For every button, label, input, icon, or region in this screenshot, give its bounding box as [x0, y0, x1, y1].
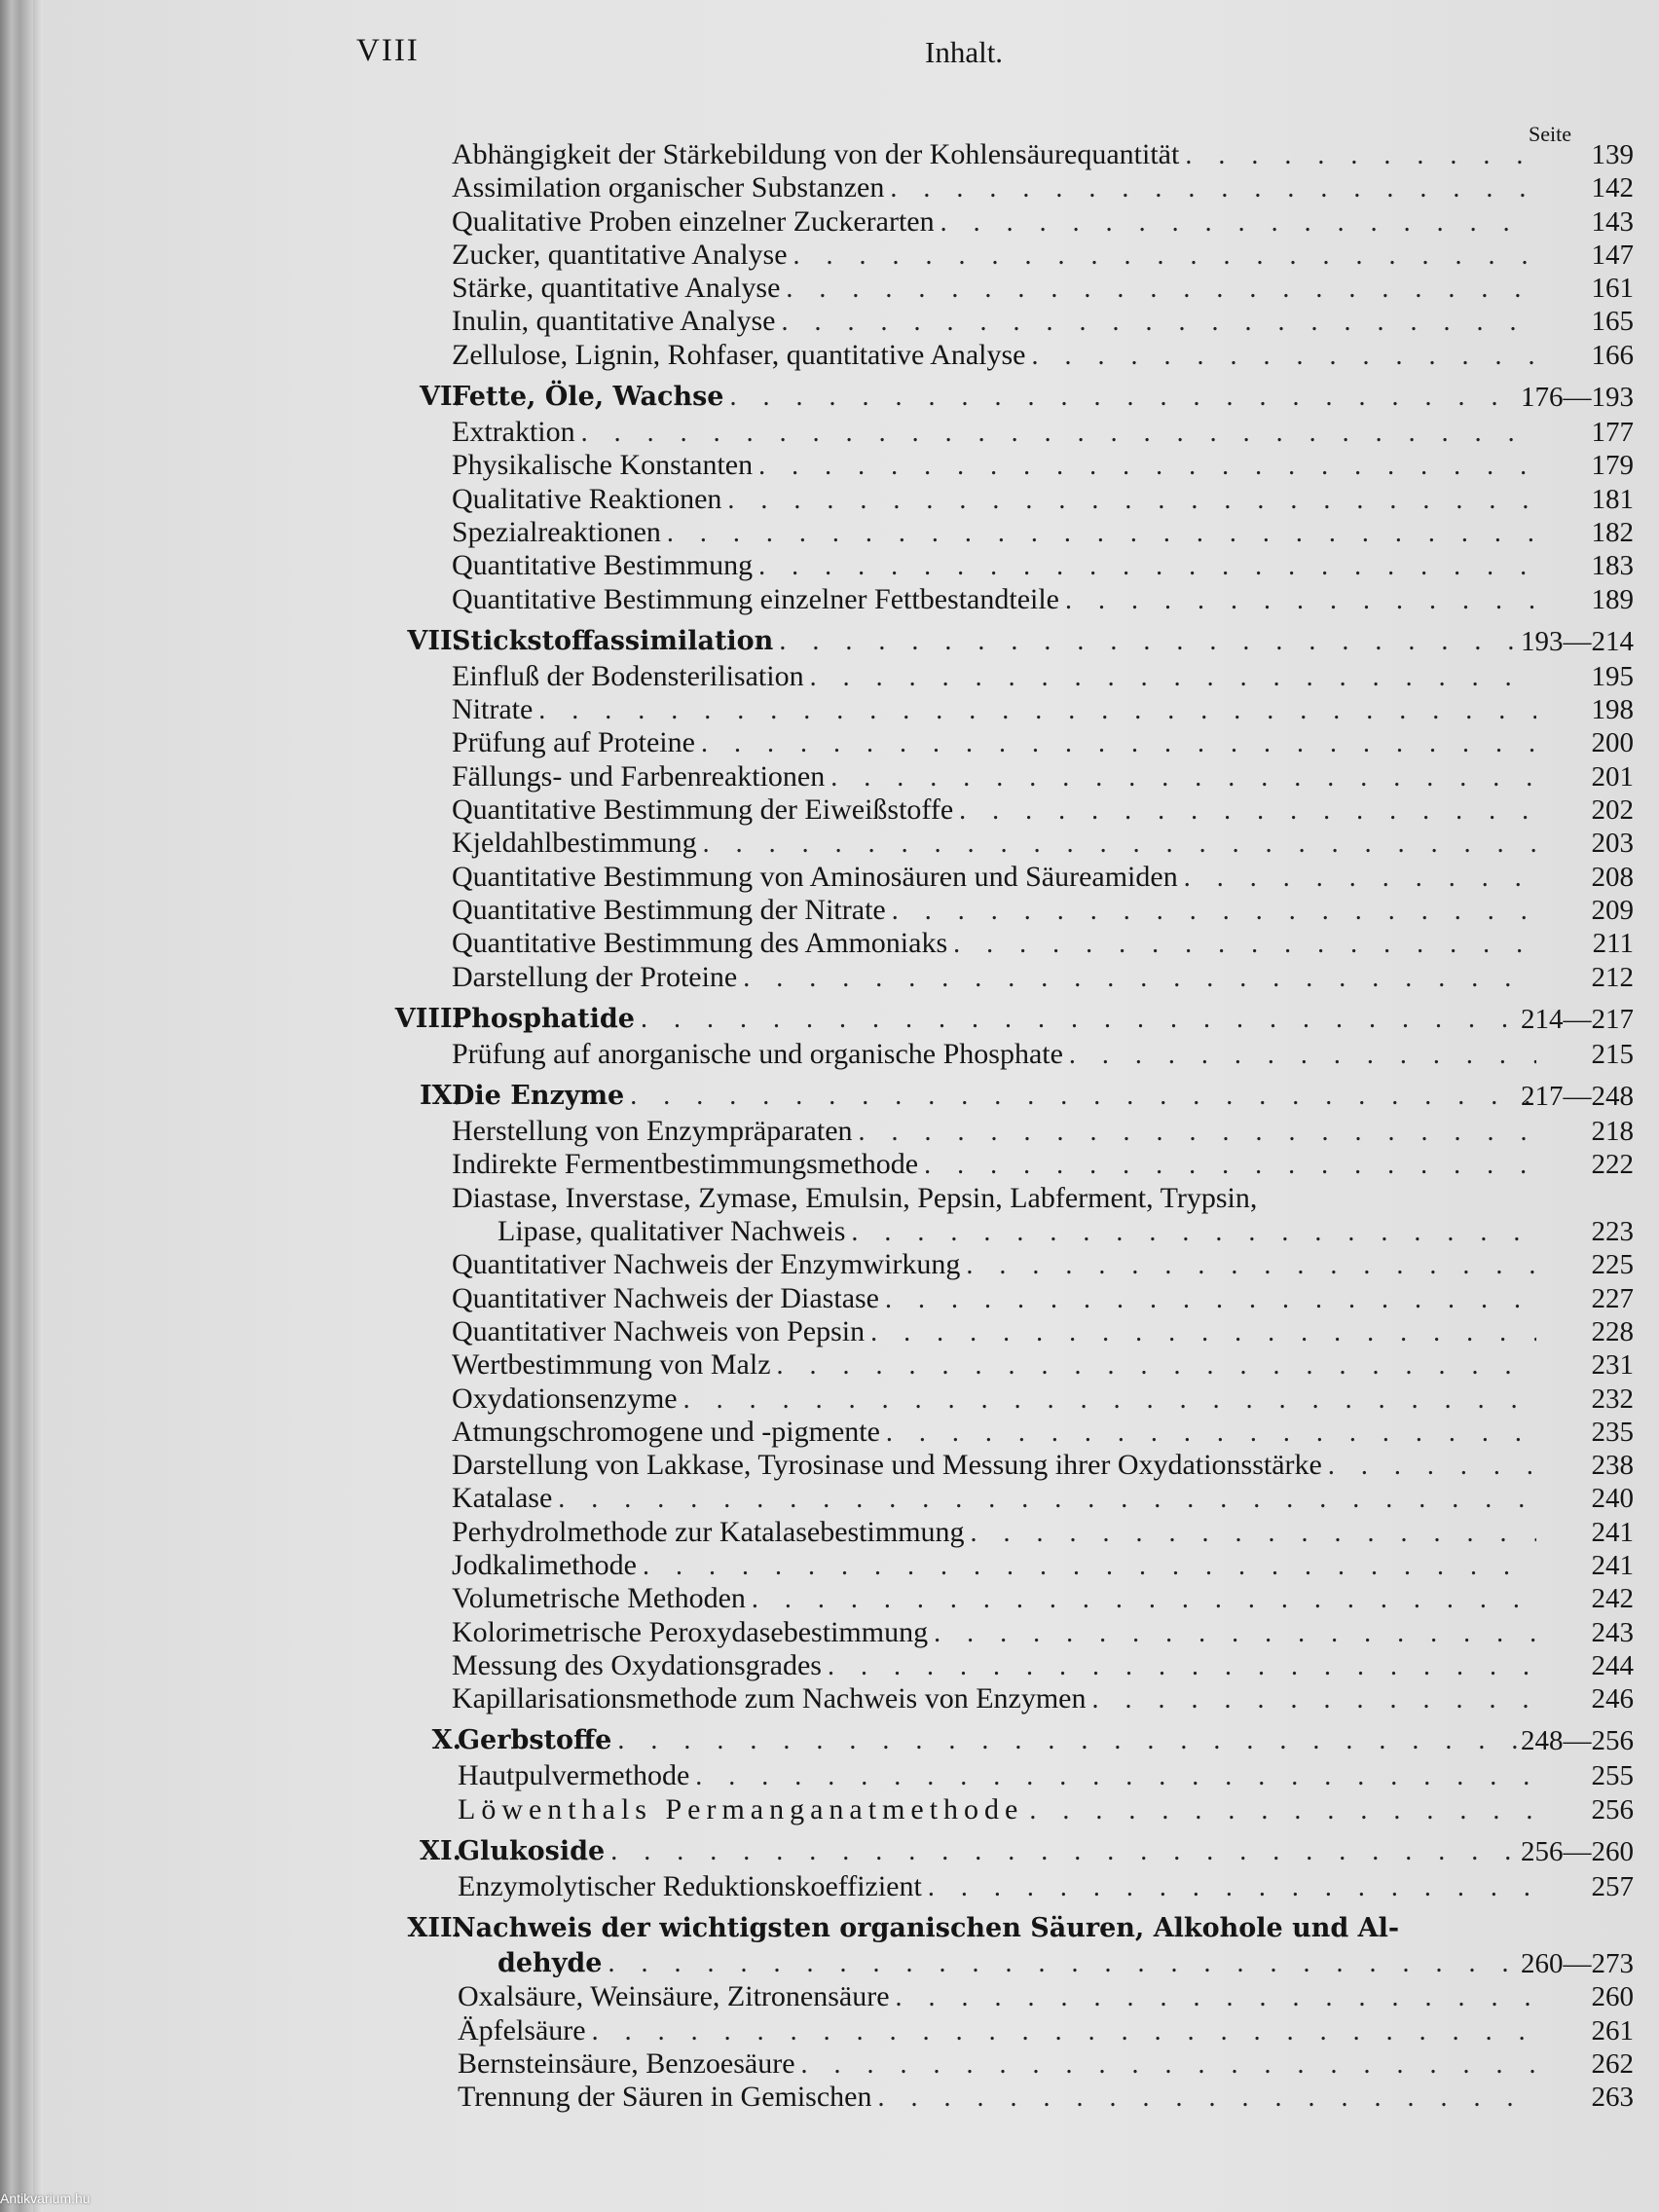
entry-label: Quantitative Bestimmung des Ammoniaks: [452, 927, 948, 960]
entry-label: Fällungs- und Farbenreaktionen: [452, 759, 826, 793]
entry-title-line: [452, 483, 1536, 517]
entry-title-line: [452, 272, 1536, 306]
entry-page-number: 214—217: [1521, 1003, 1634, 1035]
entry-label: Lipase, qualitativer Nachweis: [498, 1215, 846, 1248]
dot-leader: [801, 2048, 1536, 2082]
table-of-contents: [43, 138, 1659, 2115]
entry-label: Stickstoffassimilation: [452, 625, 774, 656]
dot-leader: [1029, 1794, 1536, 1827]
dot-leader: [966, 1249, 1536, 1282]
book-gutter: [33, 0, 43, 2212]
entry-page-number: 166: [1591, 339, 1634, 371]
entry-page-number: 176—193: [1521, 382, 1634, 414]
entry-page-number: 241: [1591, 1549, 1634, 1581]
entry-label: Herstellung von Enzympräparaten: [452, 1115, 853, 1148]
entry-label: Wertbestimmung von Malz: [452, 1348, 771, 1382]
entry-label: Zellulose, Lignin, Rohfaser, quantitative Analyse: [452, 338, 1026, 371]
entry-page-number: 242: [1591, 1583, 1634, 1615]
toc-chapter: [43, 1722, 1659, 1759]
entry-page-number: 201: [1591, 760, 1634, 793]
toc-entry: [43, 1348, 1659, 1382]
chapter-number: VIII.: [394, 1003, 461, 1034]
chapter-number: IX.: [420, 1081, 461, 1112]
toc-chapter: [43, 623, 1659, 660]
entry-page-number: 139: [1591, 139, 1634, 170]
entry-page-number: 182: [1591, 516, 1634, 548]
entry-title-line: [452, 1582, 1536, 1616]
entry-page-number: 179: [1591, 450, 1634, 482]
dot-leader: [859, 1116, 1536, 1149]
entry-label: Assimilation organischer Substanzen: [452, 171, 885, 204]
dot-leader: [617, 1722, 1536, 1759]
entry-title-line: [452, 305, 1536, 339]
running-header: [43, 33, 1659, 82]
seite-label: Seite: [1529, 122, 1571, 146]
entry-title-line: [452, 339, 1536, 373]
toc-entry: [43, 1980, 1659, 2013]
toc-chapter: [43, 379, 1659, 416]
toc-entry: [43, 760, 1659, 793]
entry-label: Hautpulvermethode: [458, 1759, 690, 1792]
entry-page-number: 209: [1591, 894, 1634, 926]
entry-page-number: 208: [1591, 861, 1634, 893]
entry-page-number: 256: [1591, 1793, 1634, 1825]
entry-label: Äpfelsäure: [458, 2013, 586, 2046]
entry-label: Nachweis der wichtigsten organischen Säuren, Alkohole und Al-: [452, 1913, 1400, 1944]
entry-title-line: [452, 623, 1536, 660]
dot-leader: [959, 794, 1536, 828]
entry-page-number: 215: [1591, 1038, 1634, 1070]
dot-leader: [971, 1517, 1536, 1550]
dot-leader: [892, 895, 1536, 928]
entry-label: Quantitativer Nachweis der Diastase: [452, 1281, 879, 1314]
dot-leader: [683, 1383, 1536, 1417]
entry-page-number: 256—260: [1521, 1836, 1634, 1868]
entry-label: Fette, Öle, Wachse: [452, 382, 724, 413]
page: [43, 0, 1659, 2212]
dot-leader: [752, 1583, 1536, 1616]
dot-leader: [1184, 862, 1536, 895]
entry-page-number: 231: [1591, 1349, 1634, 1382]
entry-title-line: [458, 1759, 1536, 1793]
toc-entry: [43, 1482, 1659, 1515]
entry-title-line: [452, 449, 1536, 483]
dot-leader: [1065, 584, 1536, 617]
page-number: VIII: [356, 33, 420, 68]
dot-leader: [877, 2082, 1536, 2115]
toc-entry: [43, 1182, 1659, 1215]
dot-leader: [743, 962, 1536, 995]
entry-title-line: [452, 726, 1536, 760]
entry-label: Volumetrische Methoden: [452, 1582, 746, 1615]
toc-entry: [43, 1315, 1659, 1348]
toc-entry: [43, 927, 1659, 960]
dot-leader: [558, 1483, 1536, 1516]
entry-page-number: 147: [1591, 239, 1634, 271]
dot-leader: [777, 1349, 1536, 1382]
dot-leader: [610, 1833, 1536, 1870]
entry-label: Extraktion: [452, 416, 575, 449]
entry-title-line: [458, 1980, 1536, 2014]
entry-page-number: 200: [1591, 727, 1634, 759]
toc-entry: [43, 660, 1659, 693]
entry-label: Quantitative Bestimmung von Aminosäuren und Säureamiden: [452, 860, 1178, 893]
toc-entry: [43, 1416, 1659, 1449]
entry-title-line: [452, 379, 1536, 416]
dot-leader: [729, 379, 1536, 416]
dot-leader: [1032, 340, 1537, 373]
dot-leader: [727, 484, 1536, 517]
entry-title-line: [452, 1616, 1536, 1650]
entry-title-line: [452, 1516, 1536, 1550]
entry-title-line: [452, 1282, 1536, 1316]
entry-label: Kapillarisationsmethode zum Nachweis von Enzymen: [452, 1682, 1087, 1715]
toc-entry: [43, 1649, 1659, 1682]
entry-title-line: [452, 516, 1536, 550]
dot-leader: [890, 172, 1536, 205]
dot-leader: [928, 1871, 1536, 1904]
entry-page-number: 243: [1591, 1616, 1634, 1648]
entry-title-line: [452, 1382, 1536, 1417]
toc-entry: [43, 827, 1659, 860]
toc-entry: [43, 861, 1659, 894]
toc-entry: [43, 2047, 1659, 2081]
entry-label: Quantitativer Nachweis der Enzymwirkung: [452, 1248, 961, 1281]
chapter-number: VI.: [420, 382, 461, 413]
entry-label: Enzymolytischer Reduktionskoeffizient: [458, 1870, 922, 1903]
entry-label: Darstellung von Lakkase, Tyrosinase und Messung ihrer Oxydationsstärke: [452, 1449, 1322, 1482]
entry-title-line: [452, 1248, 1536, 1282]
entry-label: Quantitative Bestimmung der Nitrate: [452, 893, 886, 926]
entry-label: Oxalsäure, Weinsäure, Zitronensäure: [458, 1980, 890, 2013]
entry-title-line: [452, 894, 1536, 928]
entry-page-number: 260—273: [1521, 1948, 1634, 1980]
toc-entry: [43, 1870, 1659, 1903]
dot-leader: [934, 1617, 1536, 1650]
toc-entry: [43, 239, 1659, 272]
entry-label: Perhydrolmethode zur Katalasebestimmung: [452, 1515, 965, 1548]
entry-title-line: [452, 927, 1536, 961]
entry-page-number: 260: [1591, 1981, 1634, 2013]
entry-label: Qualitative Reaktionen: [452, 482, 722, 515]
entry-page-number: 227: [1591, 1282, 1634, 1314]
toc-entry: [43, 549, 1659, 582]
toc-entry: [43, 416, 1659, 449]
entry-label: Bernsteinsäure, Benzoesäure: [458, 2046, 795, 2080]
dot-leader: [592, 2015, 1536, 2048]
toc-entry: [43, 272, 1659, 305]
entry-label: Kjeldahlbestimmung: [452, 827, 697, 860]
entry-page-number: 257: [1591, 1871, 1634, 1903]
toc-entry: [43, 1616, 1659, 1649]
entry-label: Inulin, quantitative Analyse: [452, 305, 776, 338]
toc-entry: [43, 1549, 1659, 1582]
toc-entry: [43, 1215, 1659, 1248]
entry-title-line: [452, 1549, 1536, 1583]
entry-title-line: [452, 827, 1536, 861]
entry-page-number: 225: [1591, 1249, 1634, 1281]
entry-label: Jodkalimethode: [452, 1548, 637, 1581]
toc-entry: [43, 961, 1659, 994]
toc-entry: [43, 793, 1659, 827]
entry-label: Spezialreaktionen: [452, 515, 661, 548]
entry-label: Quantitative Bestimmung einzelner Fettbestandteile: [452, 582, 1059, 615]
dot-leader: [701, 727, 1536, 760]
toc-chapter: [43, 1001, 1659, 1038]
entry-page-number: 193—214: [1521, 625, 1634, 657]
entry-title-line: [458, 2081, 1536, 2115]
entry-page-number: 198: [1591, 694, 1634, 726]
toc-entry: [43, 894, 1659, 927]
entry-title-line: [452, 205, 1536, 240]
dot-leader: [924, 1149, 1536, 1182]
entry-page-number: 189: [1591, 583, 1634, 615]
dot-leader: [643, 1550, 1536, 1583]
entry-label: Quantitative Bestimmung: [452, 549, 754, 582]
entry-title-line: [452, 1482, 1536, 1516]
toc-entry: [43, 339, 1659, 372]
entry-page-number: 218: [1591, 1116, 1634, 1148]
entry-label: Oxydationsenzyme: [452, 1382, 678, 1415]
entry-title-line: [458, 2014, 1536, 2048]
dot-leader: [1328, 1450, 1536, 1483]
dot-leader: [641, 1001, 1536, 1038]
entry-label: Gerbstoffe: [458, 1725, 612, 1756]
dot-leader: [608, 1947, 1536, 1980]
entry-title-line: [452, 549, 1536, 583]
entry-label: Nitrate: [452, 693, 534, 726]
dot-leader: [630, 1078, 1536, 1115]
dot-leader: [953, 928, 1536, 961]
toc-entry: [43, 1682, 1659, 1715]
dot-leader: [828, 1650, 1536, 1683]
dot-leader: [1092, 1683, 1537, 1716]
toc-entry: [43, 483, 1659, 516]
entry-label: Messung des Oxydationsgrades: [452, 1648, 822, 1681]
entry-title-line: [452, 1348, 1536, 1382]
entry-label: Trennung der Säuren in Gemischen: [458, 2081, 872, 2114]
entry-title-line: [452, 1315, 1536, 1349]
toc-entry: [43, 305, 1659, 338]
toc-entry: [43, 1582, 1659, 1615]
entry-label: Prüfung auf anorganische und organische Phosphate: [452, 1037, 1063, 1070]
entry-page-number: 142: [1591, 172, 1634, 204]
entry-page-number: 240: [1591, 1483, 1634, 1515]
entry-title-line: [458, 2047, 1536, 2082]
entry-title-line: [452, 1910, 1536, 1947]
entry-page-number: 195: [1591, 660, 1634, 692]
entry-title-line: [452, 1649, 1536, 1683]
entry-page-number: 217—248: [1521, 1081, 1634, 1113]
entry-page-number: 255: [1591, 1760, 1634, 1792]
entry-title-line: [452, 660, 1536, 694]
toc-entry: [43, 1148, 1659, 1181]
entry-page-number: 211: [1592, 928, 1634, 960]
entry-title-line: [452, 583, 1536, 617]
dot-leader: [538, 694, 1536, 727]
entry-page-number: 203: [1591, 828, 1634, 860]
toc-chapter: [43, 1078, 1659, 1115]
toc-entry: [43, 2014, 1659, 2047]
entry-page-number: 248—256: [1521, 1725, 1634, 1757]
entry-page-number: 232: [1591, 1382, 1634, 1415]
entry-title-line: [452, 760, 1536, 794]
entry-label: Physikalische Konstanten: [452, 449, 754, 482]
toc-entry: [43, 1282, 1659, 1315]
entry-title-line: [452, 416, 1536, 450]
entry-label: Katalase: [452, 1482, 553, 1515]
toc-entry: [43, 1793, 1659, 1826]
entry-page-number: 181: [1591, 483, 1634, 515]
chapter-number: VII.: [407, 625, 461, 656]
toc-entry: [43, 1115, 1659, 1148]
dot-leader: [896, 1981, 1536, 2014]
dot-leader: [830, 761, 1536, 794]
entry-title-line: [452, 1682, 1536, 1716]
entry-title-line: [452, 1038, 1536, 1072]
entry-page-number: 212: [1591, 961, 1634, 993]
entry-label: Atmungschromogene und -pigmente: [452, 1415, 880, 1448]
entry-label: Diastase, Inverstase, Zymase, Emulsin, Pepsin, Labferment, Trypsin,: [452, 1181, 1258, 1214]
entry-label: Löwenthals Permanganatmethode: [458, 1792, 1024, 1825]
dot-leader: [695, 1760, 1536, 1793]
entry-page-number: 235: [1591, 1416, 1634, 1448]
dot-leader: [886, 1417, 1536, 1450]
entry-title-line: [458, 1833, 1536, 1870]
entry-page-number: 161: [1591, 273, 1634, 305]
dot-leader: [1185, 139, 1536, 172]
entry-label: Glukoside: [458, 1836, 606, 1867]
toc-entry: [43, 583, 1659, 616]
toc-entry: [43, 138, 1659, 171]
dot-leader: [851, 1216, 1536, 1249]
entry-title-line: [458, 1793, 1536, 1827]
dot-leader: [779, 623, 1536, 660]
toc-entry: [43, 1449, 1659, 1482]
entry-title-line: [452, 1001, 1536, 1038]
entry-label: Abhängigkeit der Stärkebildung von der Kohlensäurequantität: [452, 138, 1180, 170]
entry-title-line: [452, 1449, 1536, 1483]
toc-chapter: [43, 1833, 1659, 1870]
dot-leader: [793, 240, 1536, 273]
entry-label: Einfluß der Bodensterilisation: [452, 659, 804, 692]
dot-leader: [786, 273, 1536, 306]
entry-page-number: 238: [1591, 1450, 1634, 1482]
entry-label: Quantitative Bestimmung der Eiweißstoffe: [452, 793, 954, 827]
entry-title-line: [452, 171, 1536, 205]
toc-entry: [43, 1759, 1659, 1792]
toc-entry: [43, 1038, 1659, 1071]
dot-leader: [667, 517, 1536, 550]
entry-label: dehyde: [498, 1948, 603, 1979]
entry-page-number: 244: [1591, 1649, 1634, 1681]
entry-label: Indirekte Fermentbestimmungsmethode: [452, 1148, 919, 1181]
dot-leader: [703, 828, 1536, 861]
entry-title-line: [452, 1416, 1536, 1450]
toc-entry: [43, 516, 1659, 549]
entry-label: Stärke, quantitative Analyse: [452, 272, 781, 305]
toc-chapter: [43, 1910, 1659, 1947]
entry-page-number: 246: [1591, 1683, 1634, 1715]
entry-page-number: 183: [1591, 550, 1634, 582]
dot-leader: [758, 450, 1536, 483]
entry-title-line: [458, 1870, 1536, 1904]
toc-entry: [43, 1248, 1659, 1281]
entry-page-number: 262: [1591, 2047, 1634, 2080]
entry-page-number: 228: [1591, 1315, 1634, 1347]
entry-title-line: [452, 961, 1536, 995]
toc-entry: [43, 171, 1659, 204]
entry-page-number: 202: [1591, 794, 1634, 827]
entry-title-line: [452, 1115, 1536, 1149]
entry-page-number: 261: [1591, 2014, 1634, 2046]
toc-entry: [43, 449, 1659, 482]
entry-label: Prüfung auf Proteine: [452, 726, 695, 759]
entry-title-line: [452, 239, 1536, 273]
entry-title-line: [452, 1182, 1536, 1215]
dot-leader: [885, 1283, 1536, 1316]
dot-leader: [940, 206, 1536, 240]
entry-label: Qualitative Proben einzelner Zuckerarten: [452, 204, 935, 238]
entry-label: Phosphatide: [452, 1003, 635, 1034]
toc-entry: [43, 2081, 1659, 2114]
entry-label: Quantitativer Nachweis von Pepsin: [452, 1314, 866, 1347]
toc-entry: [43, 693, 1659, 726]
toc-entry: [43, 1516, 1659, 1549]
toc-entry: [43, 1382, 1659, 1416]
entry-title-line: [452, 1078, 1536, 1115]
page-title: Inhalt.: [925, 35, 1004, 69]
entry-title-line: [458, 1722, 1536, 1759]
toc-entry: [43, 726, 1659, 759]
entry-page-number: 263: [1591, 2082, 1634, 2114]
dot-leader: [581, 417, 1536, 450]
toc-entry: [43, 205, 1659, 239]
entry-page-number: 223: [1591, 1216, 1634, 1248]
watermark: Antikvarium.hu: [0, 2191, 91, 2206]
chapter-number: X.: [431, 1725, 461, 1756]
toc-entry: [43, 1947, 1659, 1980]
dot-leader: [810, 661, 1536, 694]
entry-label: Darstellung der Proteine: [452, 960, 738, 993]
entry-label: Die Enzyme: [452, 1081, 625, 1112]
entry-title-line: [452, 138, 1536, 172]
entry-label: Kolorimetrische Peroxydasebestimmung: [452, 1615, 929, 1648]
entry-page-number: 177: [1591, 417, 1634, 449]
entry-title-line: [498, 1947, 1536, 1980]
entry-page-number: 241: [1591, 1516, 1634, 1548]
dot-leader: [758, 550, 1536, 583]
entry-title-line: [452, 693, 1536, 727]
entry-title-line: [452, 861, 1536, 895]
entry-title-line: [452, 1148, 1536, 1182]
entry-label: Zucker, quantitative Analyse: [452, 238, 788, 271]
entry-title-line: [498, 1215, 1536, 1249]
entry-title-line: [452, 793, 1536, 828]
entry-page-number: 143: [1591, 205, 1634, 238]
chapter-number: XII.: [407, 1913, 461, 1944]
entry-page-number: 222: [1591, 1149, 1634, 1181]
dot-leader: [781, 306, 1536, 339]
entry-page-number: 165: [1591, 306, 1634, 338]
book-binding-edge: [0, 0, 33, 2212]
dot-leader: [1069, 1039, 1536, 1072]
chapter-number: XI.: [420, 1836, 461, 1867]
dot-leader: [870, 1316, 1536, 1349]
